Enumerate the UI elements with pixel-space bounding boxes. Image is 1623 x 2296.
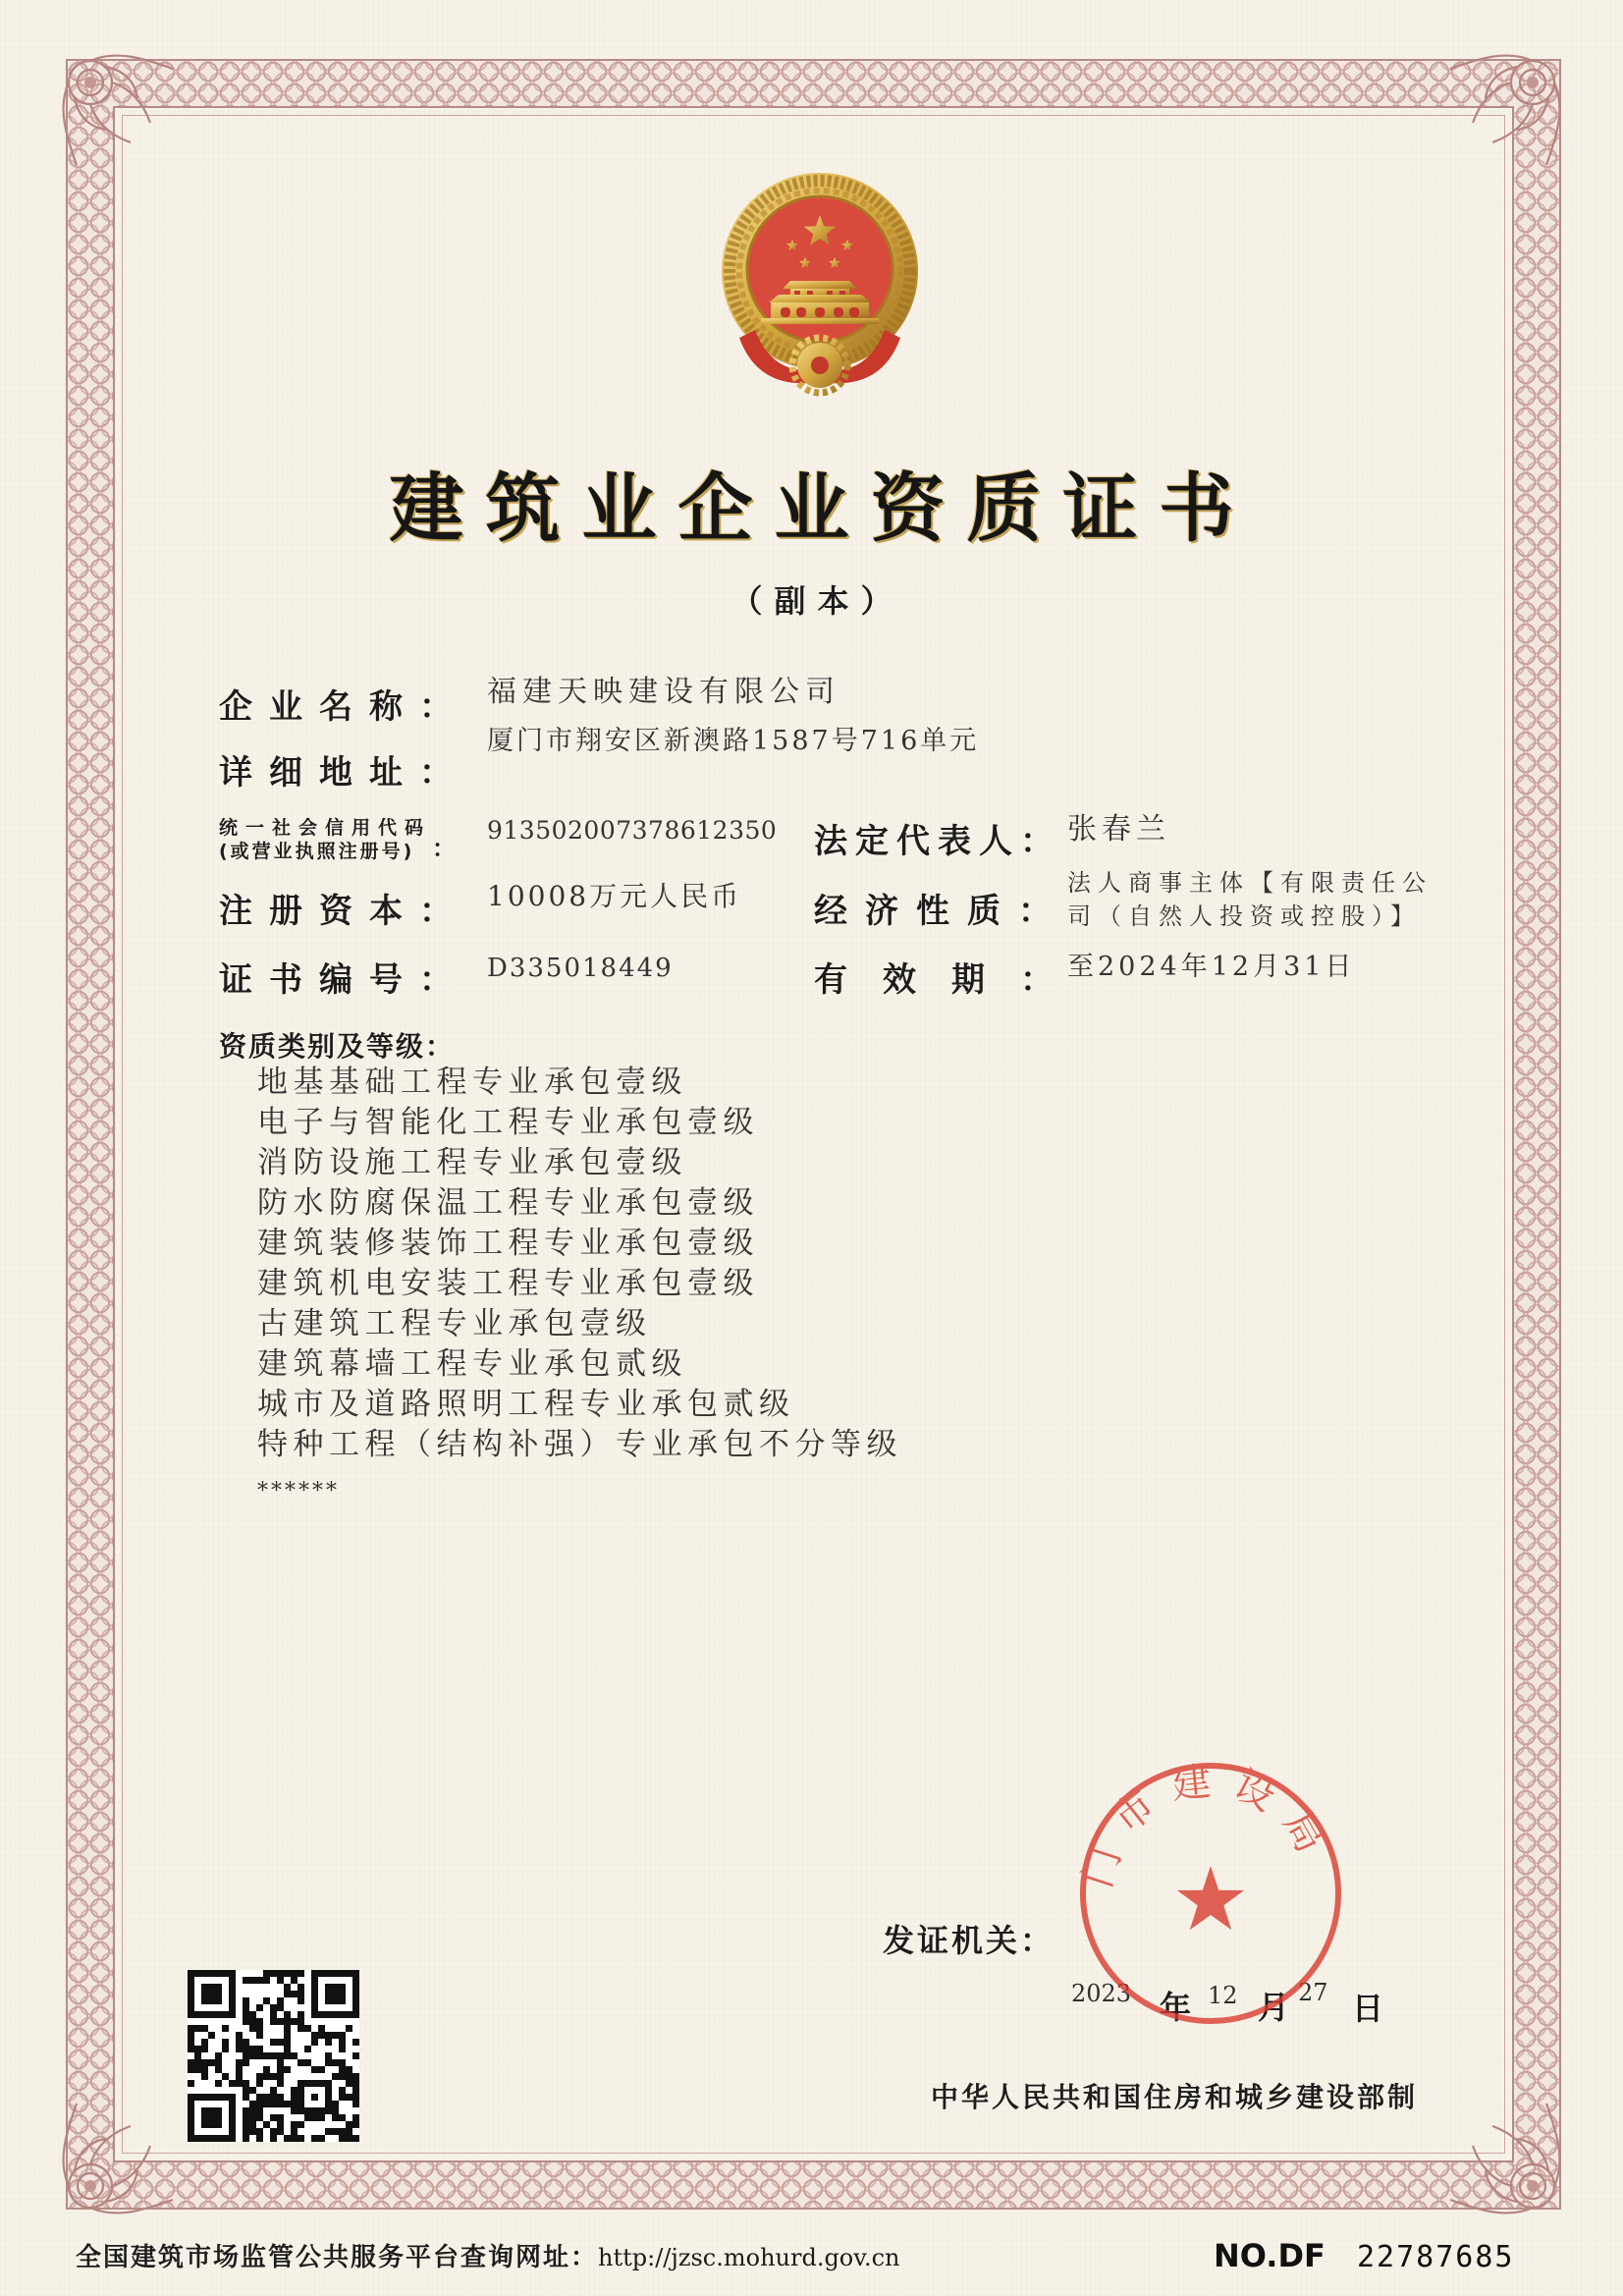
issue-date-month: 12 xyxy=(1208,1982,1238,2009)
company-name-value: 福建天映建设有限公司 xyxy=(487,675,840,709)
footer-query-url: http://jzsc.mohurd.gov.cn xyxy=(598,2244,900,2271)
nature-value-line1: 法人商事主体【有限责任公 xyxy=(1067,869,1433,897)
validity-value: 至2024年12月31日 xyxy=(1067,952,1356,982)
credit-code-label-line2: (或营业执照注册号) xyxy=(219,841,415,862)
qr-code-modules xyxy=(188,1970,359,2142)
qr-code xyxy=(188,1970,359,2142)
footer-query-label: 全国建筑市场监管公共服务平台查询网址： xyxy=(76,2243,599,2272)
validity-label: 有效期： xyxy=(814,960,1089,1000)
issuing-ministry: 中华人民共和国住房和城乡建设部制 xyxy=(931,2081,1419,2113)
qualification-item: 城市及道路照明工程专业承包贰级 xyxy=(257,1387,795,1422)
corner-ornament-top-right xyxy=(1448,49,1566,167)
qualification-item: 电子与智能化工程专业承包壹级 xyxy=(257,1105,759,1140)
qualification-item: 古建筑工程专业承包壹级 xyxy=(257,1306,652,1341)
issue-date-year-unit: 年 xyxy=(1160,1989,1192,2026)
issue-date-year: 2023 xyxy=(1071,1980,1132,2007)
issuer-label: 发证机关： xyxy=(883,1922,1055,1959)
seal-text-path: 门市建设局 xyxy=(1074,1757,1342,1893)
legal-rep-label: 法定代表人： xyxy=(814,822,1061,861)
issue-date-month-unit: 月 xyxy=(1258,1989,1290,2026)
issue-date-day-unit: 日 xyxy=(1352,1990,1384,2027)
qualifications-label: 资质类别及等级： xyxy=(219,1030,456,1063)
corner-ornament-bottom-left xyxy=(57,2102,175,2219)
address-value: 厦门市翔安区新澳路1587号716单元 xyxy=(487,726,980,756)
qualification-item: 防水防腐保温工程专业承包壹级 xyxy=(257,1185,759,1221)
qualification-item: 建筑机电安装工程专业承包壹级 xyxy=(257,1266,759,1301)
address-label: 详细地址： xyxy=(219,753,469,793)
capital-value: 10008万元人民币 xyxy=(487,880,742,912)
certificate-title: 建筑业企业资质证书 xyxy=(389,465,1256,552)
footer-query-line xyxy=(76,2245,900,2270)
issue-date-day: 27 xyxy=(1298,1979,1328,2006)
corner-ornament-top-left xyxy=(57,49,175,167)
seal-star-icon xyxy=(1177,1866,1244,1930)
cert-no-value: D335018449 xyxy=(487,954,674,983)
certificate-subtitle: （副本） xyxy=(730,582,904,620)
qualification-item: 建筑装修装饰工程专业承包壹级 xyxy=(257,1226,759,1261)
qualification-item: 地基基础工程专业承包壹级 xyxy=(257,1065,687,1100)
company-name-label: 企业名称： xyxy=(219,687,469,727)
serial-number: 22787685 xyxy=(1357,2240,1515,2274)
credit-code-colon: ： xyxy=(432,835,456,862)
seal-text xyxy=(1075,1758,1341,1893)
qualification-item: 建筑幕墙工程专业承包贰级 xyxy=(257,1346,687,1382)
nature-value-line2: 司（自然人投资或控股）】 xyxy=(1067,902,1421,930)
capital-label: 注册资本： xyxy=(219,892,469,931)
qualification-item: 消防设施工程专业承包壹级 xyxy=(257,1145,687,1180)
official-seal xyxy=(1071,1754,1350,2033)
qualifications-terminator: ****** xyxy=(257,1479,340,1503)
cert-no-label: 证书编号： xyxy=(219,960,469,1000)
qualification-item: 特种工程（结构补强）专业承包不分等级 xyxy=(257,1427,902,1462)
credit-code-label-line1: 统一社会信用代码 xyxy=(219,817,432,839)
national-emblem xyxy=(712,173,928,399)
corner-ornament-bottom-right xyxy=(1448,2102,1566,2219)
legal-rep-value: 张春兰 xyxy=(1067,812,1170,847)
serial-prefix: NO.DF xyxy=(1214,2237,1325,2274)
nature-label: 经济性质： xyxy=(814,892,1069,931)
credit-code-value: 913502007378612350 xyxy=(487,816,778,845)
